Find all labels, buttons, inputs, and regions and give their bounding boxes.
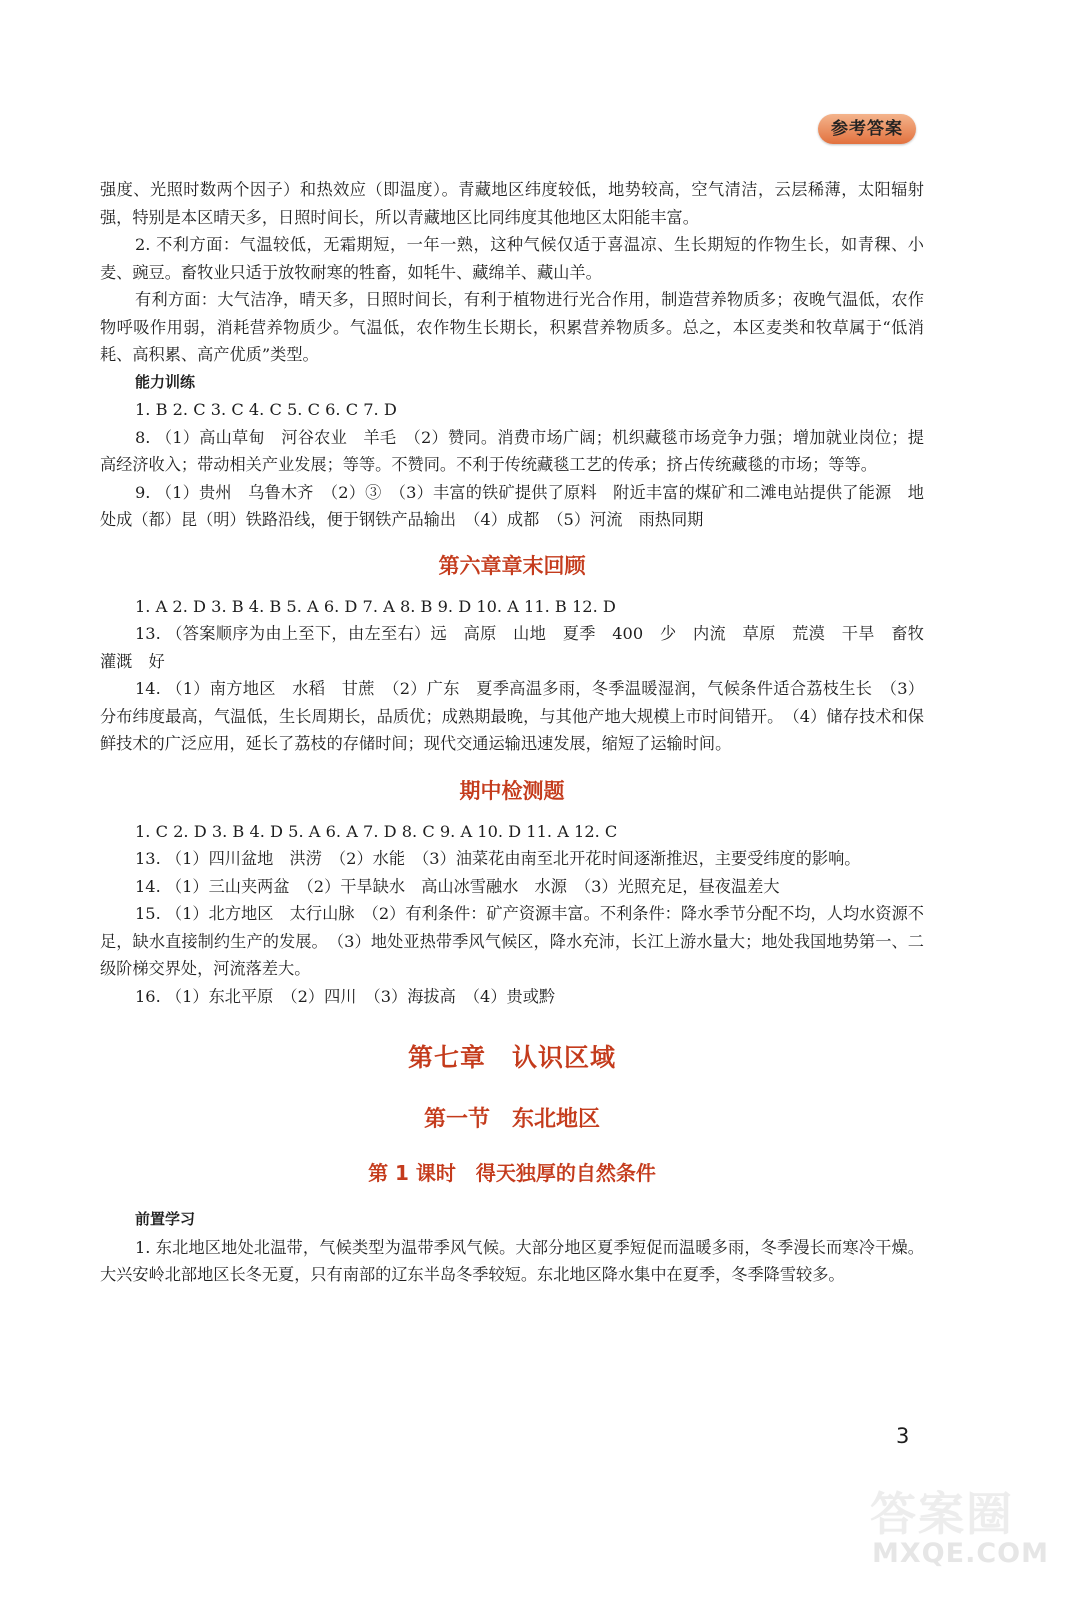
chapter7-title: 第七章 认识区域: [407, 1043, 616, 1072]
midterm-answer-q16: 16. （1）东北平原 （2）四川 （3）海拔高 （4）贵或黔: [135, 986, 556, 1006]
subheading-preview-study: 前置学习: [135, 1210, 196, 1228]
answer-q14: 14. （1）南方地区 水稻 甘蔗 （2）广东 夏季高温多雨，冬季温暖湿润，气候条件适合荔枝生长 （3）分布纬度最高，气温低，生长周期长，品质优；成熟期最晚，与其他产地大规模上市时间错开。 （4）储存技术和保鲜技术的广泛应用，延长了荔枝的存储时间；现代交通运输迅速发展，缩短了运输时间。: [100, 679, 924, 753]
answer-key-badge: 参考答案: [818, 114, 916, 144]
answer-q9: 9. （1）贵州 乌鲁木齐 （2）③ （3）丰富的铁矿提供了原料 附近丰富的煤矿和二滩电站提供了能源 地处成（都）昆（明）铁路沿线，便于钢铁产品输出 （4）成都 （5）河流 雨热同期: [100, 482, 924, 529]
midterm-answer-q14: 14. （1）三山夹两盆 （2）干旱缺水 高山冰雪融水 水源 （3）光照充足，昼夜温差大: [135, 876, 780, 896]
page-content: [100, 176, 941, 1289]
answer-q8: 8. （1）高山草甸 河谷农业 羊毛 （2）赞同。消费市场广阔；机织藏毯市场竞争力强；增加就业岗位；提高经济收入；带动相关产业发展；等等。不赞同。不利于传统藏毯工艺的传承；挤占传统藏毯的市场；等等。: [100, 427, 924, 474]
midterm-answer-q13: 13. （1）四川盆地 洪涝 （2）水能 （3）油菜花由南至北开花时间逐渐推迟，主要受纬度的影响。: [135, 849, 861, 868]
subheading-ability-training: 能力训练: [135, 372, 196, 391]
section1-title: 第一节 东北地区: [423, 1107, 600, 1132]
midterm-answer-q15: 15. （1）北方地区 太行山脉 （2）有利条件：矿产资源丰富。不利条件：降水季节分配不均，人均水资源不足，缺水直接制约生产的发展。 （3）地处亚热带季风气候区，降水充沛，长江上游水量大；地处我国地势第一、二级阶梯交界处，河流落差大。: [100, 904, 924, 978]
page-number: 3: [896, 1424, 910, 1448]
answer-q13: 13. （答案顺序为由上至下，由左至右）远 高原 山地 夏季 400 少 内流 草原 荒漠 干旱 畜牧 灌溉 好: [100, 624, 941, 671]
midterm-answers-choice: 1. C 2. D 3. B 4. D 5. A 6. A 7. D 8. C 9. A 10. D 11. A 12. C: [135, 821, 618, 841]
paragraph-disadvantages: 2. 不利方面：气温较低，无霜期短，一年一熟，这种气候仅适于喜温凉、生长期短的作物生长，如青稞、小麦、豌豆。畜牧业只适于放牧耐寒的牲畜，如牦牛、藏绵羊、藏山羊。: [100, 235, 924, 282]
lesson1-title: 第 1 课时 得天独厚的自然条件: [368, 1161, 656, 1185]
watermark-logo: [870, 1478, 1050, 1578]
answer-northeast-climate: 1. 东北地区地处北温带，气候类型为温带季风气候。大部分地区夏季短促而温暖多雨，冬季漫长而寒冷干燥。大兴安岭北部地区长冬无夏，只有南部的辽东半岛冬季较短。东北地区降水集中在夏季，冬季降雪较多。: [100, 1237, 924, 1284]
midterm-test-title: 期中检测题: [459, 778, 565, 803]
watermark-text: 答案圈: [870, 1487, 1014, 1541]
paragraph-advantages: 有利方面：大气洁净，晴天多，日照时间长，有利于植物进行光合作用，制造营养物质多；夜晚气温低，农作物呼吸作用弱，消耗营养物质少。气温低，农作物生长期长，积累营养物质多。总之，本区麦类和牧草属于“低消耗、高积累、高产优质”类型。: [100, 290, 924, 364]
watermark-url: MXQE.COM: [872, 1538, 1049, 1569]
chapter6-review-title: 第六章章末回顾: [438, 553, 586, 578]
paragraph-solar-energy: 强度、光照时数两个因子）和热效应（即温度）。青藏地区纬度较低，地势较高，空气清洁，云层稀薄，太阳辐射强，特别是本区晴天多，日照时间长，所以青藏地区比同纬度其他地区太阳能丰富。: [100, 180, 924, 227]
answers-choice-1-7: 1. B 2. C 3. C 4. C 5. C 6. C 7. D: [135, 400, 397, 419]
answers-choice-1-12: 1. A 2. D 3. B 4. B 5. A 6. D 7. A 8. B 9. D 10. A 11. B 12. D: [135, 596, 616, 616]
